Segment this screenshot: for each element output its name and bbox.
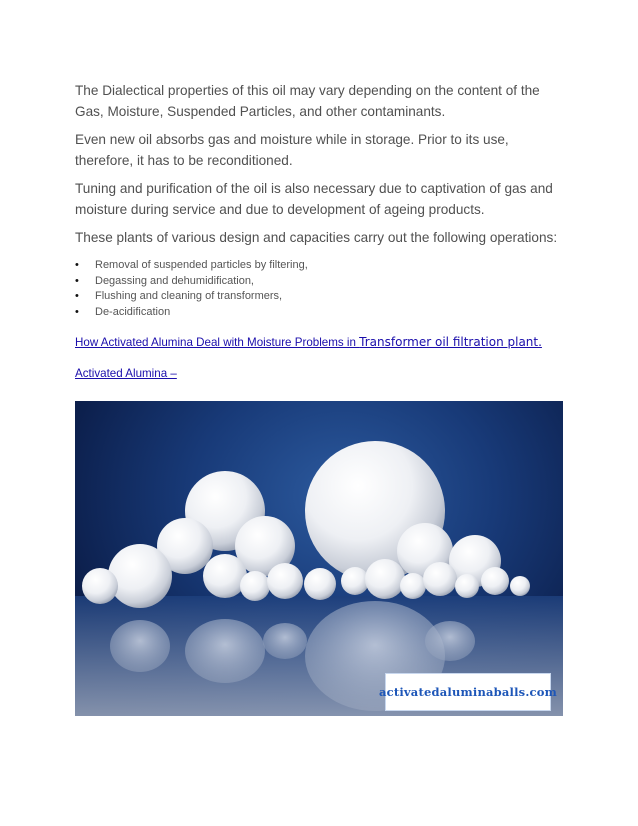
list-item bbox=[75, 305, 565, 321]
list-item-text: De-acidification bbox=[95, 305, 171, 318]
paragraph-plants: These plants of various design and capacities carry out the following operations: bbox=[75, 230, 558, 245]
activated-alumina-link-line bbox=[75, 367, 565, 380]
list-item-text: Flushing and cleaning of transformers, bbox=[95, 290, 283, 302]
document-page bbox=[75, 80, 565, 380]
alumina-balls-illustration bbox=[75, 401, 563, 716]
list-item bbox=[75, 258, 565, 274]
activated-alumina-link[interactable]: Activated Alumina – bbox=[75, 367, 177, 380]
link-text-part-a: How Activated Alumina Deal with Moisture Problems in bbox=[75, 336, 360, 349]
operations-list bbox=[75, 258, 565, 320]
watermark-logo: activatedaluminaballs.com bbox=[385, 673, 551, 711]
link-text-part-b: Transformer oil filtration plant. bbox=[359, 335, 542, 349]
bullet-icon: • bbox=[75, 290, 79, 302]
list-item-text: Removal of suspended particles by filtering, bbox=[95, 259, 308, 271]
bullet-icon: • bbox=[75, 305, 79, 318]
moisture-article-link-line bbox=[75, 335, 565, 349]
paragraph-dielectric: The Dialectical properties of this oil may vary depending on the content of the Gas, Moisture, Suspended Particles, and other contaminants. bbox=[75, 83, 540, 119]
bullet-icon: • bbox=[75, 259, 79, 271]
list-item-text: Degassing and dehumidification, bbox=[95, 274, 254, 287]
moisture-article-link[interactable] bbox=[75, 336, 542, 349]
paragraph-new-oil: Even new oil absorbs gas and moisture while in storage. Prior to its use, therefore, it has to be reconditioned. bbox=[75, 132, 509, 168]
bullet-icon: • bbox=[75, 274, 79, 287]
list-item bbox=[75, 274, 565, 290]
paragraph-tuning: Tuning and purification of the oil is also necessary due to captivation of gas and moisture during service and due to development of ageing products. bbox=[75, 181, 553, 217]
list-item bbox=[75, 289, 565, 305]
alumina-balls-image bbox=[75, 401, 563, 716]
